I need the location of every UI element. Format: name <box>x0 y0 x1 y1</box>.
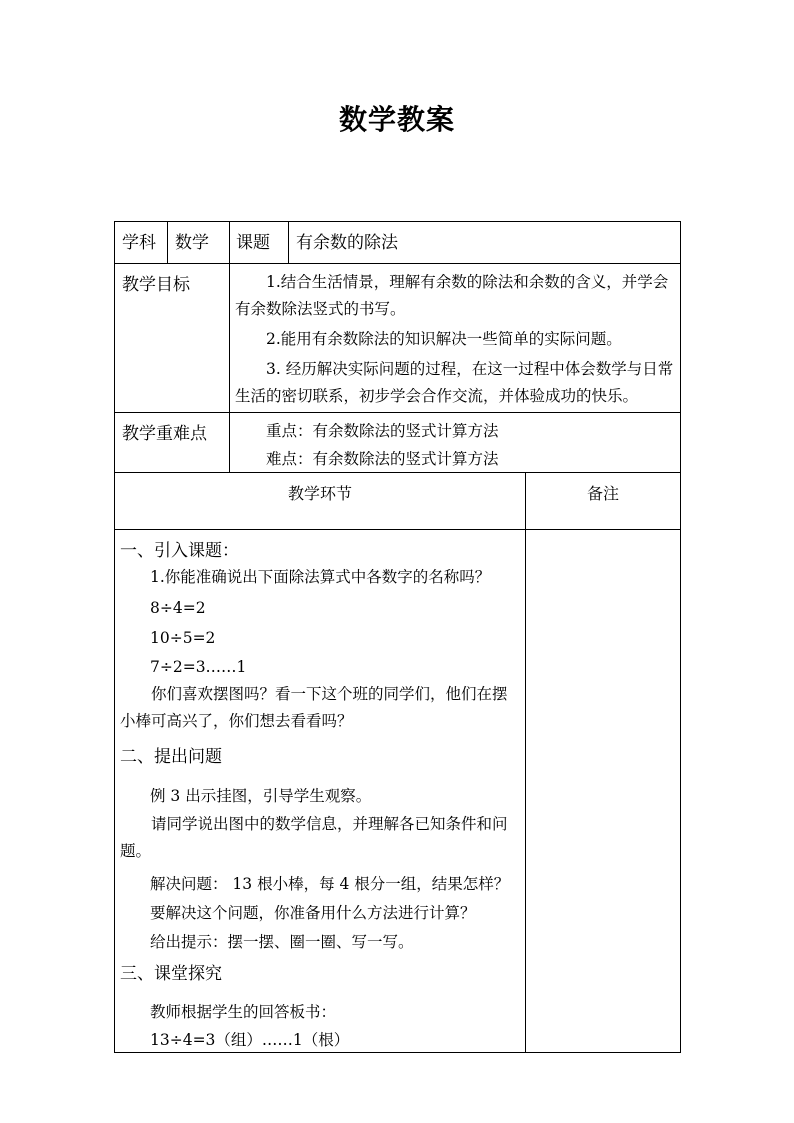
equation: 7÷2=3……1 <box>150 658 247 676</box>
equation: 8÷4=2 <box>150 599 206 617</box>
text-line: 教师根据学生的回答板书： <box>150 1003 337 1021</box>
row-divider <box>115 472 680 473</box>
equation: 10÷5=2 <box>150 629 216 647</box>
text-line: 例 3 出示挂图，引导学生观察。 <box>150 787 372 805</box>
col-divider <box>525 472 526 1052</box>
section-heading: 二、提出问题 <box>120 747 222 767</box>
col-divider <box>167 222 168 263</box>
process-column-header: 教学环节 <box>287 484 352 503</box>
row-divider <box>115 412 680 413</box>
question-text: 1.你能准确说出下面除法算式中各数字的名称吗？ <box>150 568 491 586</box>
lesson-plan-table <box>114 221 681 1053</box>
col-divider <box>288 222 289 263</box>
topic-value: 有余数的除法 <box>296 233 398 253</box>
objective-item: 1.结合生活情景，理解有余数的除法和余数的含义，并学会有余数除法竖式的书写。 <box>235 273 669 318</box>
row-divider <box>115 529 680 530</box>
notes-column-header: 备注 <box>586 484 619 503</box>
paragraph: 请同学说出图中的数学信息，并理解各已知条件和问题。 <box>120 815 508 860</box>
topic-label: 课题 <box>236 233 270 253</box>
text-line: 13÷4=3（组）……1（根） <box>150 1031 350 1049</box>
text-line: 给出提示：摆一摆、圈一圈、写一写。 <box>150 933 414 951</box>
key-points-label: 教学重难点 <box>122 424 207 444</box>
subject-value: 数学 <box>175 233 209 253</box>
page-title: 数学教案 <box>338 103 455 136</box>
difficulty-point: 难点：有余数除法的竖式计算方法 <box>266 450 499 468</box>
section-heading: 三、课堂探究 <box>120 964 222 984</box>
col-divider <box>229 222 230 472</box>
text-line: 解决问题： 13 根小棒，每 4 根分一组，结果怎样？ <box>150 875 510 893</box>
paragraph: 你们喜欢摆图吗？看一下这个班的同学们，他们在摆小棒可高兴了，你们想去看看吗？ <box>120 685 508 730</box>
text-line: 要解决这个问题，你准备用什么方法进行计算？ <box>150 904 476 922</box>
row-divider <box>115 263 680 264</box>
section-heading: 一、引入课题： <box>120 541 239 561</box>
focus-point: 重点：有余数除法的竖式计算方法 <box>266 422 499 440</box>
subject-label: 学科 <box>122 233 156 253</box>
objectives-label: 教学目标 <box>122 275 190 295</box>
objective-item: 3. 经历解决实际问题的过程，在这一过程中体会数学与日常生活的密切联系，初步学会合作交流，并体验成功的快乐。 <box>235 360 674 405</box>
objective-item: 2.能用有余数除法的知识解决一些简单的实际问题。 <box>266 330 622 348</box>
